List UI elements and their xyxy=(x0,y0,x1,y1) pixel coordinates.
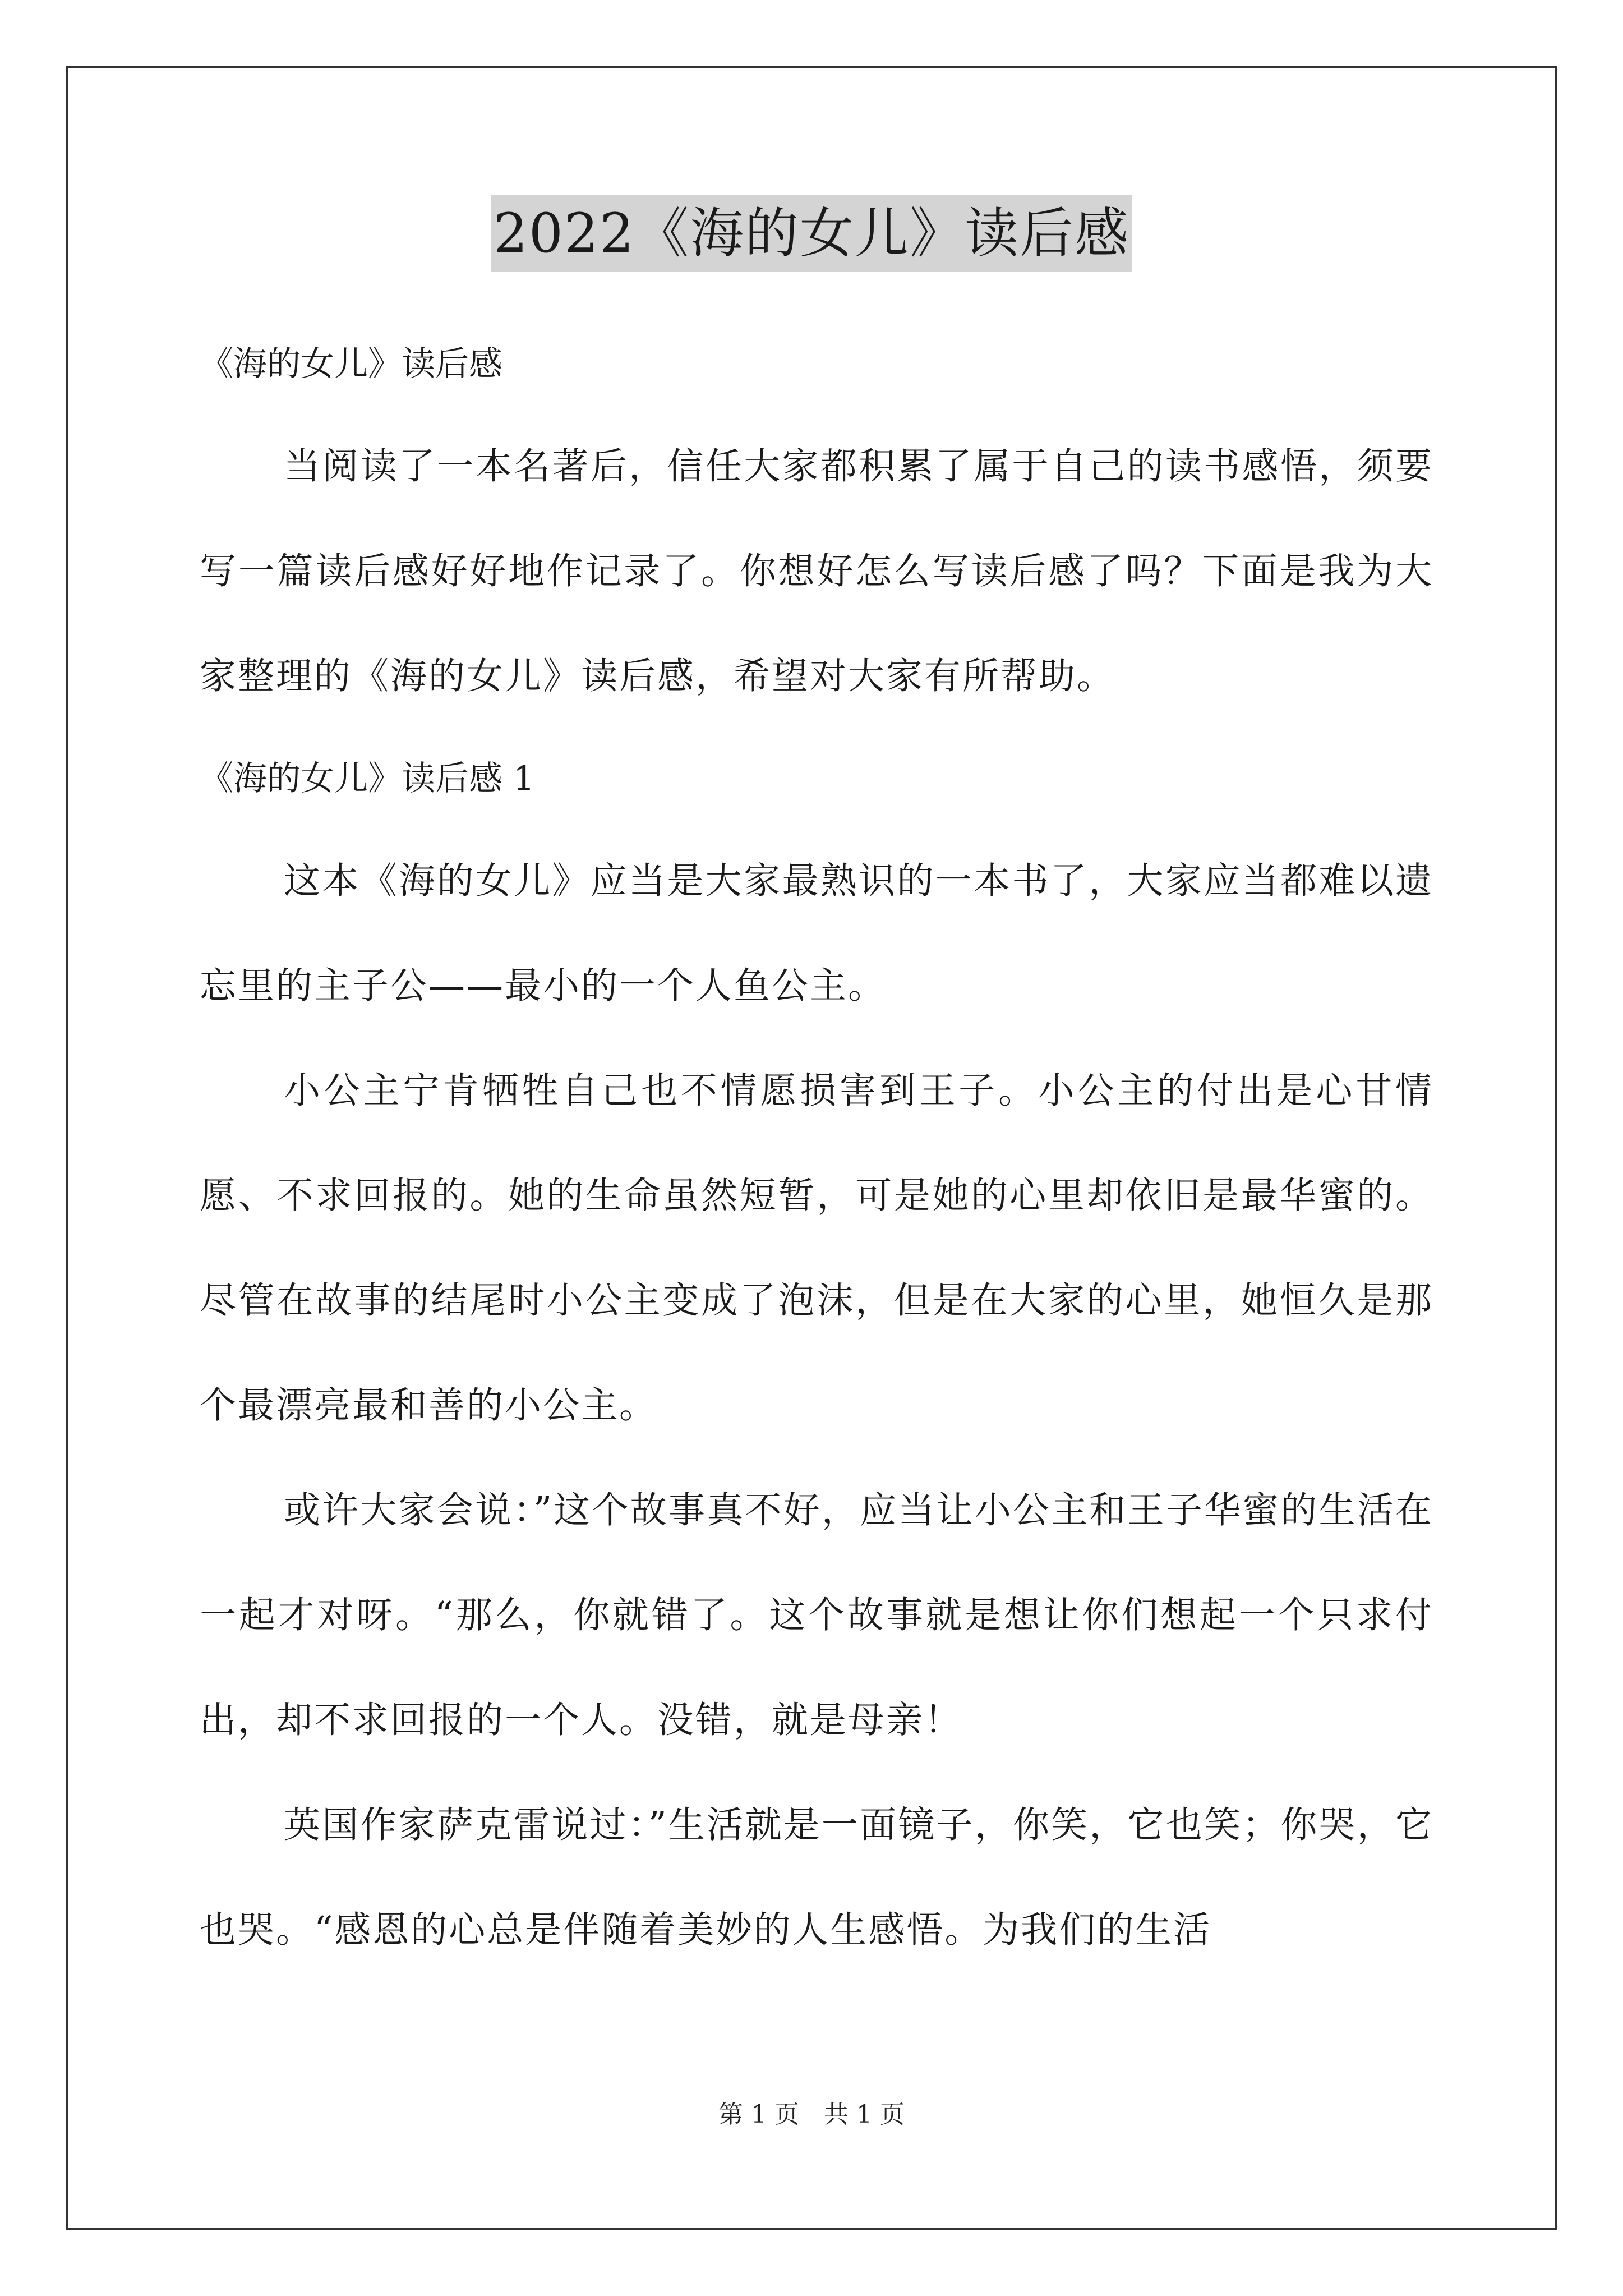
title-container xyxy=(0,195,1623,272)
body-paragraph-3: 或许大家会说：”这个故事真不好，应当让小公主和王子华蜜的生活在一起才对呀。“那么，你就错了。这个故事就是想让你们想起一个只求付出，却不求回报的一个人。没错，就是母亲！ xyxy=(200,1489,1433,1741)
page-footer: 第 1 页 共 1 页 xyxy=(718,2100,905,2129)
section-heading-1: 《海的女儿》读后感 1 xyxy=(200,759,535,798)
body-paragraph-4: 英国作家萨克雷说过：”生活就是一面镜子，你笑，它也笑；你哭，它也哭。“感恩的心总是伴随着美妙的人生感悟。为我们的生活 xyxy=(200,1804,1433,1951)
intro-heading: 《海的女儿》读后感 xyxy=(200,344,502,384)
document-title: 2022《海的女儿》读后感 xyxy=(491,195,1132,272)
intro-paragraph: 当阅读了一本名著后，信任大家都积累了属于自己的读书感悟，须要写一篇读后感好好地作记录了。你想好怎么写读后感了吗？下面是我为大家整理的《海的女儿》读后感，希望对大家有所帮助。 xyxy=(200,445,1433,697)
body-paragraph-1: 这本《海的女儿》应当是大家最熟识的一本书了，大家应当都难以遗忘里的主子公——最小的一个人鱼公主。 xyxy=(200,860,1433,1007)
body-paragraph-2: 小公主宁肯牺牲自己也不情愿损害到王子。小公主的付出是心甘情愿、不求回报的。她的生命虽然短暂，可是她的心里却依旧是最华蜜的。尽管在故事的结尾时小公主变成了泡沫，但是在大家的心里，她恒久是那个最漂亮最和善的小公主。 xyxy=(200,1070,1433,1427)
document-body xyxy=(200,314,1433,1982)
